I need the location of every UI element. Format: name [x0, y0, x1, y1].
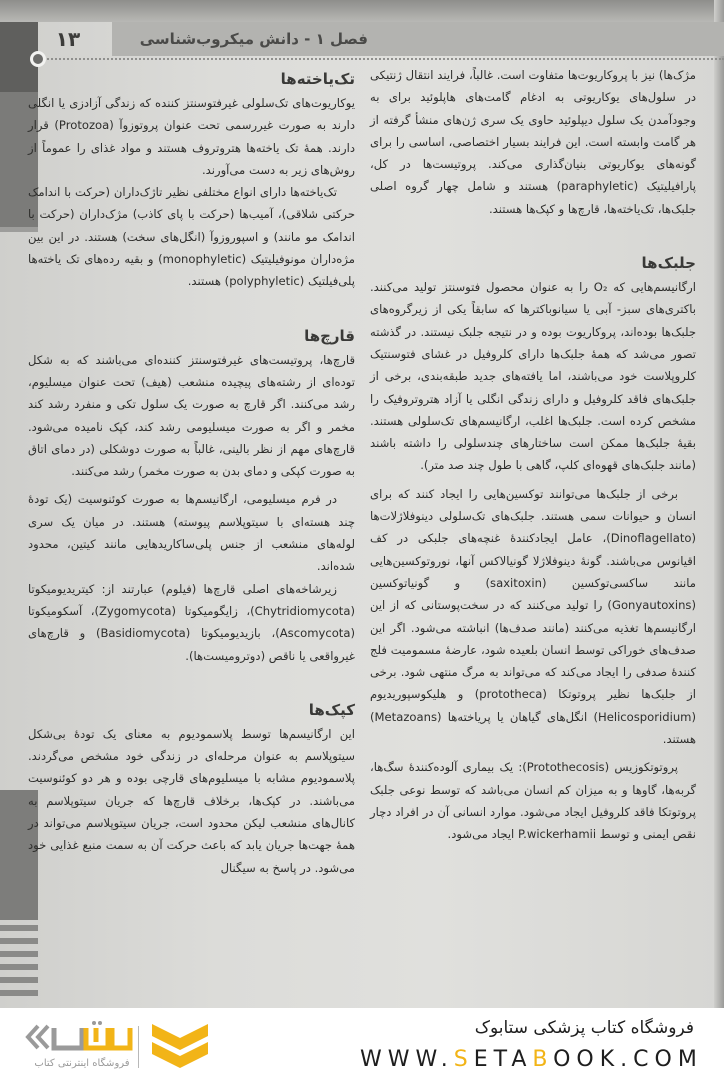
- intro-paragraph: مژک‌ها) نیز با پروکاریوت‌ها متفاوت است. غالباً، فرایند انتقال ژنتیکی در سلول‌های یوکاریوتی به ادغام گامت‌های هاپلوئید برای به وجودآمدن یک سلول دیپلوئید حاوی یک سری ژن‌های منشأ گرفته از هر گامت وابسته است. این فرایند بسیار اختصاصی، اساسی را برای گونه‌های یوکاریوتی بنیان‌گذاری می‌کند. پروتیست‌ها در کل، پارافیلیتیک (paraphyletic) هستند و شامل چهار گروه اصلی جلبک‌ها، تک‌یاخته‌ها، قارچ‌ها و کپک‌ها هستند.: [370, 68, 696, 216]
- header-dotted-rule: [40, 58, 724, 60]
- thumb-tab-stripes: [0, 925, 38, 1005]
- left-column: [28, 64, 355, 879]
- logo-divider: [138, 1026, 139, 1068]
- heading-fungi: قارچ‌ها: [304, 326, 355, 345]
- heading-slime-molds: کپک‌ها: [308, 700, 355, 719]
- chapter-title: فصل ۱ - دانش میکروب‌شناسی: [139, 30, 368, 48]
- setabook-chevron-logo-icon: [150, 1022, 210, 1070]
- page-top-shadow: [0, 0, 724, 22]
- slime-molds-paragraph-1: این ارگانیسم‌ها توسط پلاسمودیوم به معنای یک تودهٔ بی‌شکل سیتوپلاسم به عنوان مرحله‌ای در زندگی خود مشخص می‌گردند. پلاسمودیوم مشابه با میسلیوم‌های قارچی بوده و هر دو کوئنوسیت می‌باشند. در کپک‌ها، برخلاف قارچ‌ها که جریان سیتوپلاسم به کانال‌های منشعب لیکن محدود است، جریان سیتوپلاسم می‌تواند در همهٔ جهت‌ها جریان یابد که باعث حرکت آن به سمت منبع غذایی خود می‌شود. در پاسخ به سیگنال: [28, 726, 355, 875]
- setabook-wordmark-icon: [24, 1020, 134, 1054]
- page-number: ۱۳: [55, 27, 81, 51]
- heading-algae: جلبک‌ها: [641, 254, 696, 273]
- page-right-edge: [714, 0, 724, 1008]
- fungi-paragraph-3: زیرشاخه‌های اصلی قارچ‌ها (فیلوم) عبارتند از: کیتریدیومیکوتا (Chytridiomycota)، زایگومیکوتا (Zygomycota)، آسکومیکوتا (Ascomycota)، بازیدیومیکوتا (Basidiomycota) و قارچ‌های غیرواقعی یا ناقص (دوترومیست‌ها).: [28, 581, 355, 663]
- right-column: [370, 64, 696, 846]
- algae-paragraph-2: برخی از جلبک‌ها می‌توانند توکسین‌هایی را ایجاد کنند که برای انسان و حیوانات سمی هستند. جلبک‌های تک‌سلولی دینوفلاژلات‌ها (Dinoflagellato)، عامل ایجادکنندهٔ غنچه‌های جلبکی در کف اقیانوس می‌باشند. گونهٔ دینوفلاژلا گونیالاکس آنها، نوروتوکسین‌هایی مانند ساکسی‌توکسین (saxitoxin) و گونیاتوکسین (Gonyautoxins) را تولید می‌کنند که در سخت‌پوستانی که از این ارگانیسم‌ها تغذیه می‌کنند (مانند صدف‌ها) انباشته می‌شود. اگر این صدف‌های خوراکی توسط انسان بلعیده شود، عارضهٔ مسمومیت فلج کنندهٔ صدفی را ایجاد می‌کند که می‌تواند به مرگ منتهی شود. برخی از جلبک‌ها نظیر پروتوتکا (prototheca) و هلیکوسپوریدیوم (Helicosporidium) انگل‌های گیاهان یا پریاخته‌ها (Metazoans) هستند.: [370, 486, 696, 747]
- fungi-paragraph-1: قارچ‌ها، پروتیست‌های غیرفتوسنتز کننده‌ای می‌باشند که به شکل توده‌ای از رشته‌های پیچیده منشعب (هیف) تحت عنوان میسلیوم، رشد می‌کنند. اگر قارچ به صورت یک سلول تکی و منفرد رشد کند مخمر و اگر به صورت میسلیومی رشد کند، کپک نامیده می‌شود. قارچ‌های مهم از نظر بالینی، غالباً به صورت دوشکلی (در دمای اتاق به صورت کپکی و دمای بدن به صورت مخمر) رشد می‌کنند.: [28, 352, 355, 479]
- logo-tagline: فروشگاه اینترنتی کتاب: [34, 1058, 130, 1069]
- protozoa-paragraph-1: یوکاریوت‌های تک‌سلولی غیرفتوسنتز کننده که زندگی آزادزی یا انگلی دارند به صورت غیررسمی تحت عنوان پروتوزوآ (Protozoa) قرار دارند. همهٔ تک یاخته‌ها هتروتروف هستند و مواد غذای را عموماً از روش‌های زیر به دست می‌آورند.: [28, 96, 356, 177]
- store-url[interactable]: WWW.SETABOOK.COM: [360, 1047, 703, 1072]
- store-name: فروشگاه کتاب پزشکی ستابوک: [474, 1018, 694, 1038]
- algae-paragraph-3: پروتوتکوزیس (Protothecosis): یک بیماری آلوده‌کنندهٔ سگ‌ها، گربه‌ها، گاوها و به میزان کم انسان می‌باشد که توسط نوعی جلبک پروتوتکا فاقد کلروفیل ایجاد می‌شود. موارد انسانی آن در افراد دچار نقص ایمنی و توسط P.wickerhamii ایجاد می‌شود.: [370, 760, 696, 842]
- algae-paragraph-1: ارگانیسم‌هایی که O₂ را به عنوان محصول فتوسنتز تولید می‌کنند. باکتری‌های سبز- آبی یا سیانوباکترها که سابقاً یکی از زیرگروه‌های جلبک‌ها بوده‌اند، پروکاریوت بوده و در نتیجه جلبک نیستند. در گذشته تصور می‌شد که همهٔ جلبک‌ها دارای کلروفیل در غشای فتوسنتیک کلروپلاست خود می‌باشند، اما یافته‌های جدید طبقه‌بندی، برخی از جلبک‌های فاقد کلروفیل و دارای زندگی انگلی یا آزاد هتروتروفیک را مشخص کرده است. جلبک‌ها اغلب، ارگانیسم‌های تک‌سلولی هستند. بقیهٔ جلبک‌ها ممکن است ساختارهای چندسلولی را داشته باشند (مانند جلبک‌های قهوه‌ای کلپ، گاهی با طول چند صد متر).: [370, 280, 696, 473]
- fungi-paragraph-2: در فرم میسلیومی، ارگانیسم‌ها به صورت کوئنوسیت (یک تودهٔ چند هسته‌ای با سیتوپلاسم پیوسته) هستند. در میان یک سری لوله‌های منشعب از جنس پلی‌ساکاریدهایی مانند کیتین، محدود شده‌اند.: [28, 492, 355, 574]
- protozoa-paragraph-2: تک‌یاخته‌ها دارای انواع مختلفی نظیر تاژک‌داران (حرکت با اندامک حرکتی شلاقی)، آمیب‌ها (حرکت با پای کاذب) مژک‌داران (حرکت با اندامک مو مانند) و اسپوروزوآ (انگل‌های سخت) هستند. در این بین مژه‌داران مونوفیلیتیک (monophyletic) و بقیه رده‌های تک یاخته‌ها پلی‌فیلتیک (polyphyletic) هستند.: [28, 185, 355, 289]
- heading-protozoa: تک‌یاخته‌ها: [280, 70, 355, 88]
- store-banner: [0, 1008, 724, 1080]
